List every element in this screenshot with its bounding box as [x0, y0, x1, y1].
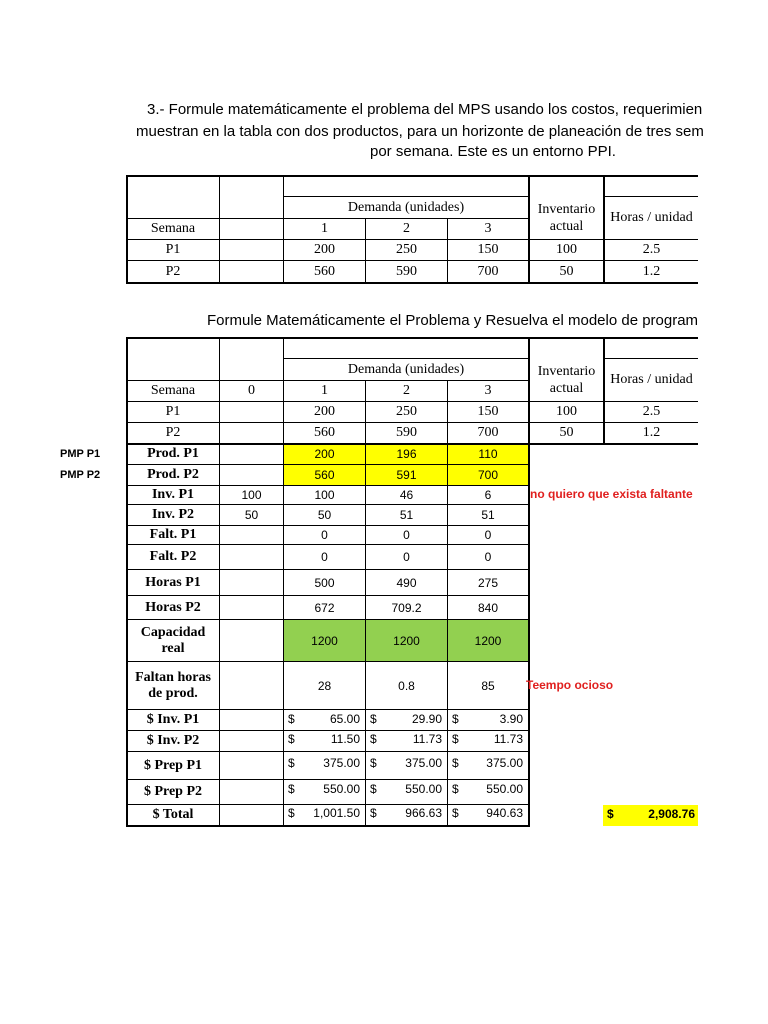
subtitle [207, 311, 768, 330]
statement-line-1: 3.- Formule matemáticamente el problema del MPS usando los costos, requerimien [147, 101, 703, 118]
amount: 375.00 [405, 756, 442, 770]
inventory2-p2: 50 [559, 425, 574, 440]
demand2-p2-w2: 590 [396, 425, 417, 440]
inv-p1-label: Inv. P1 [151, 487, 194, 502]
missing-hours-label [127, 662, 219, 709]
inv-p2-w0: 50 [244, 508, 259, 522]
inv-cost-p2-w2 [366, 732, 447, 749]
capacity-label-line2: real [161, 640, 185, 656]
statement-line-2: muestran en la tabla con dos productos, para un horizonte de planeación de tres sem [136, 123, 704, 140]
currency-sign: $ [370, 756, 377, 770]
currency-sign: $ [370, 732, 377, 746]
grand-total [603, 805, 698, 826]
falt-p2-w2: 0 [403, 550, 410, 564]
week2-1: 1 [321, 383, 328, 398]
amount: 375.00 [323, 756, 360, 770]
amount: 550.00 [486, 782, 523, 796]
hours2-p2: 1.2 [642, 425, 661, 440]
missing-hours-w2: 0.8 [398, 678, 415, 693]
product-p2: P2 [165, 263, 181, 279]
amount: 11.50 [330, 732, 360, 746]
no-shortage-note: no quiero que exista faltante [530, 487, 693, 501]
inv-p1-w1: 100 [314, 488, 335, 502]
amount: 11.73 [493, 732, 523, 746]
amount: 550.00 [323, 782, 360, 796]
horas-p2-label: Horas P2 [145, 599, 201, 615]
amount: 29.90 [411, 712, 442, 726]
idle-time-note: Teempo ocioso [526, 678, 614, 692]
missing-hours-line2: de prod. [148, 685, 198, 701]
inv-p2-w2: 51 [399, 508, 414, 522]
amount: 11.73 [412, 732, 442, 746]
prod-p1-w3: 110 [478, 447, 498, 461]
product2-p1: P1 [165, 404, 181, 419]
missing-hours-line1: Faltan horas [135, 669, 211, 685]
inventory-header: Inventario actual [537, 202, 596, 234]
grand-total-value: 2,908.76 [648, 807, 695, 821]
inventory2-p1: 100 [556, 404, 577, 419]
inv-cost-p2-label: $ Inv. P2 [146, 733, 200, 748]
missing-hours-w1: 28 [317, 678, 332, 693]
falt-p1-w2: 0 [403, 528, 410, 542]
falt-p1-w1: 0 [321, 528, 328, 542]
week-label: Semana [150, 221, 196, 236]
week-1: 1 [321, 221, 328, 236]
amount: 375.00 [486, 756, 523, 770]
demand-header-2: Demanda (unidades) [347, 361, 465, 377]
hours-header: Horas / unidad [610, 210, 693, 225]
demand-p1-w3: 150 [477, 242, 499, 257]
currency-sign: $ [452, 806, 459, 820]
inv-cost-p1-w1 [284, 712, 365, 729]
inv-cost-p2-w1 [284, 732, 365, 749]
inv-cost-p1-label: $ Inv. P1 [146, 712, 200, 727]
capacity-label-line1: Capacidad [140, 624, 206, 640]
horas-p1-w1: 500 [314, 575, 335, 590]
inv-p2-label: Inv. P2 [151, 507, 194, 522]
inventory-header-2: Inventario actual [537, 364, 596, 396]
inv-p1-w0: 100 [241, 488, 262, 502]
hours-p2: 1.2 [642, 263, 661, 279]
falt-p2-w3: 0 [484, 550, 492, 564]
grand-total-currency: $ [607, 807, 614, 821]
demand-header: Demanda (unidades) [347, 199, 465, 215]
hours-p1: 2.5 [642, 242, 661, 257]
inventory-p2: 50 [559, 263, 574, 279]
demand2-p1-w3: 150 [477, 404, 499, 419]
horas-p2-w3: 840 [477, 600, 499, 615]
amount: 65.00 [329, 712, 360, 726]
falt-p2-label: Falt. P2 [149, 549, 197, 564]
currency-sign: $ [288, 756, 295, 770]
falt-p1-label: Falt. P1 [149, 527, 197, 542]
prod-p2-w2: 591 [396, 468, 417, 482]
amount: 3.90 [499, 712, 523, 726]
currency-sign: $ [452, 782, 459, 796]
demand-p2-w1: 560 [314, 263, 335, 279]
week2-2: 2 [403, 383, 410, 398]
week-label-2: Semana [150, 383, 196, 398]
prep-p1-w2 [366, 756, 447, 773]
inv-p1-w2: 46 [399, 488, 414, 502]
total-label: $ Total [152, 807, 194, 822]
currency-sign: $ [288, 732, 295, 746]
prep-p2-label: $ Prep P2 [143, 784, 203, 799]
currency-sign: $ [370, 782, 377, 796]
prod-p1-w2: 196 [396, 447, 417, 461]
prep-p2-w3 [448, 782, 528, 799]
amount: 1,001.50 [313, 806, 360, 820]
currency-sign: $ [452, 732, 459, 746]
week-0: 0 [248, 383, 255, 398]
currency-sign: $ [288, 782, 295, 796]
prod-p1-w1: 200 [314, 447, 335, 461]
prod-p2-w3: 700 [477, 468, 499, 482]
currency-sign: $ [288, 806, 295, 820]
horas-p1-label: Horas P1 [145, 574, 201, 590]
product-p1: P1 [165, 242, 181, 257]
inv-cost-p1-w3 [448, 712, 528, 729]
inventory-p1: 100 [556, 242, 577, 257]
capacity-label [127, 620, 219, 661]
subtitle-text: Formule Matemáticamente el Problema y Resuelva el modelo de program [207, 312, 699, 329]
amount: 940.63 [486, 806, 523, 820]
demand-p2-w2: 590 [396, 263, 417, 279]
missing-hours-w3: 85 [481, 678, 495, 693]
statement-line-3: por semana. Este es un entorno PPI. [370, 143, 616, 160]
prod-p2-w1: 560 [314, 468, 335, 482]
problem-statement [147, 100, 768, 119]
total-w3 [448, 806, 528, 823]
capacity-w2: 1200 [393, 633, 420, 648]
inv-cost-p2-w3 [448, 732, 528, 749]
demand2-p2-w3: 700 [477, 425, 499, 440]
capacity-w3: 1200 [474, 633, 502, 648]
horas-p1-w2: 490 [396, 575, 417, 590]
inv-p1-w3: 6 [484, 488, 492, 502]
demand2-p2-w1: 560 [314, 425, 335, 440]
prod-p2-label: Prod. P2 [147, 467, 199, 482]
week-3: 3 [484, 221, 492, 236]
currency-sign: $ [370, 806, 377, 820]
prod-p1-label: Prod. P1 [147, 446, 199, 461]
week2-3: 3 [484, 383, 492, 398]
falt-p1-w3: 0 [484, 528, 492, 542]
horas-p2-w1: 672 [314, 600, 335, 615]
pmp-p2-label: PMP P2 [60, 469, 101, 481]
demand-p2-w3: 700 [477, 263, 499, 279]
currency-sign: $ [452, 712, 459, 726]
demand2-p1-w1: 200 [314, 404, 335, 419]
inv-p2-w1: 50 [317, 508, 332, 522]
horas-p2-w2: 709.2 [391, 600, 422, 615]
total-w2 [366, 806, 447, 823]
hours2-p1: 2.5 [642, 404, 661, 419]
inv-p2-w3: 51 [481, 508, 495, 522]
inv-cost-p1-w2 [366, 712, 447, 729]
horas-p1-w3: 275 [477, 575, 499, 590]
amount: 966.63 [405, 806, 442, 820]
currency-sign: $ [370, 712, 377, 726]
prep-p2-w2 [366, 782, 447, 799]
product2-p2: P2 [165, 425, 181, 440]
prep-p1-label: $ Prep P1 [143, 757, 203, 773]
falt-p2-w1: 0 [321, 550, 328, 564]
prep-p1-w3 [448, 756, 528, 773]
hours-header-2: Horas / unidad [610, 372, 693, 387]
demand-p1-w2: 250 [396, 242, 417, 257]
prep-p2-w1 [284, 782, 365, 799]
total-w1 [284, 806, 365, 823]
problem-statement-3 [370, 142, 616, 161]
prep-p1-w1 [284, 756, 365, 773]
currency-sign: $ [452, 756, 459, 770]
pmp-p1-label: PMP P1 [60, 448, 101, 460]
demand-p1-w1: 200 [314, 242, 335, 257]
week-2: 2 [403, 221, 410, 236]
problem-statement-2 [136, 122, 768, 141]
currency-sign: $ [288, 712, 295, 726]
amount: 550.00 [405, 782, 442, 796]
capacity-w1: 1200 [311, 633, 338, 648]
demand2-p1-w2: 250 [396, 404, 417, 419]
